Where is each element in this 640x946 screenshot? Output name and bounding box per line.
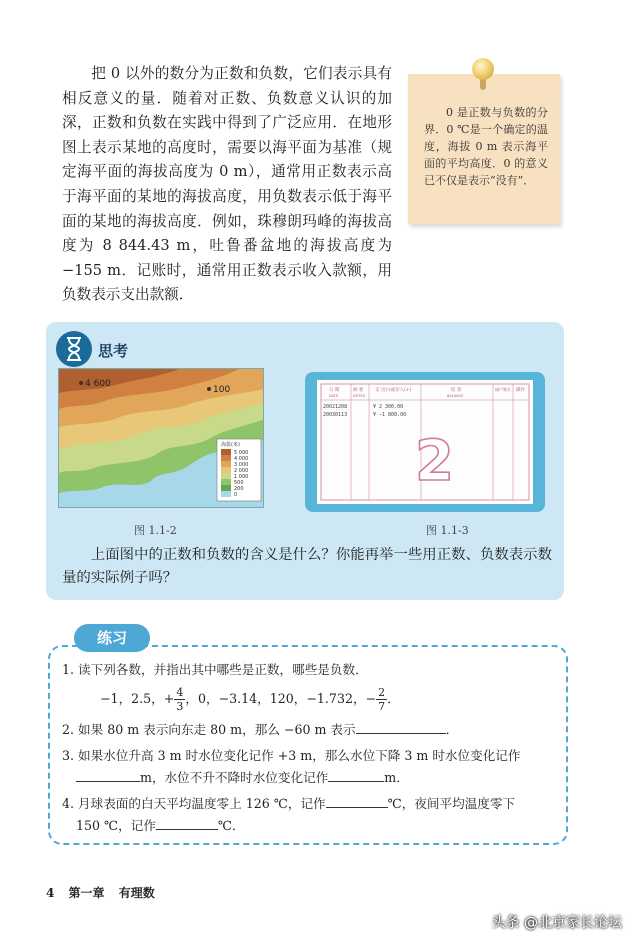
- page-footer: [46, 884, 165, 901]
- side-note: [408, 74, 560, 224]
- exercise-4-end: ℃．: [217, 818, 245, 833]
- intro-paragraph: 把 0 以外的数分为正数和负数，它们表示具有相反意义的量．随着对正数、负数意义认识的加深，正数和负数在实践中得到了广泛应用．在地形图上表示某地的高度时，需要以海平面为基准（规定海平面的海拔高度为 0 m），通常用正数表示高于海平面的某地的海拔高度，用负数表示低于海平面的某地的海拔高度．例如，珠穆朗玛峰的海拔高度为 8 844.43 m，吐鲁番盆地的海拔高度为 −155 m．记账时，通常用正数表示收入款额，用负数表示支出款额．: [62, 65, 392, 304]
- exercise-2-text: 2. 如果 80 m 表示向东走 80 m，那么 −60 m 表示: [62, 722, 356, 737]
- number-list-end: ．: [387, 691, 400, 706]
- map-legend-value: 3 000: [234, 462, 249, 468]
- exercise-4-text-b: ℃，夜间平均温度零下: [387, 796, 516, 811]
- ledger-header: 摘 要: [353, 388, 364, 393]
- answer-blank[interactable]: [326, 807, 388, 808]
- exercise-4-text-c: 150 ℃，记作: [76, 818, 156, 833]
- exercise-title: 练习: [74, 624, 150, 652]
- answer-blank[interactable]: [156, 829, 218, 830]
- fraction-denominator: 7: [378, 700, 386, 713]
- exercise-4-text: 4. 月球表面的白天平均温度零上 126 ℃，记作: [62, 796, 326, 811]
- ledger-header: 支 出(-)或存入(+): [375, 388, 412, 393]
- exercise-3-line-2: [76, 768, 409, 788]
- ledger-header: 储户签名: [495, 387, 511, 392]
- number-list-part-b: ，0，−3.14，120，−1.732，−: [185, 691, 377, 706]
- ledger-row-amount: ¥ 2 300.00: [373, 404, 404, 410]
- chapter-number: 第一章: [68, 886, 105, 900]
- fraction-numerator: 2: [378, 686, 386, 699]
- exercise-3-text: 3. 如果水位升高 3 m 时水位变化记作 +3 m，那么水位下降 3 m 时水位变化记作: [62, 748, 521, 763]
- map-label-b: 100: [213, 385, 231, 395]
- figure-caption-right: 图 1.1-3: [426, 524, 469, 537]
- fraction-numerator: 4: [176, 686, 184, 699]
- think-question: 上面图中的正数和负数的含义是什么？你能再举一些用正数、负数表示数量的实际例子吗？: [62, 547, 552, 586]
- exercise-3-end: m．: [384, 770, 409, 785]
- exercise-3: [62, 746, 521, 766]
- ledger-subheader: NOTES: [353, 394, 365, 398]
- exercise-2-end: ．: [445, 722, 459, 737]
- exercise-3-text-b: m，水位不升不降时水位变化记作: [140, 770, 329, 785]
- ledger-page-number: 2: [415, 429, 454, 494]
- ledger-subheader: BALANCE: [447, 394, 464, 398]
- map-legend-value: 5 000: [234, 450, 249, 456]
- page-number: 4: [46, 886, 55, 900]
- map-label-a: 4 600: [85, 379, 111, 389]
- map-legend-value: 4 000: [234, 456, 249, 462]
- map-legend-value: 200: [234, 486, 244, 492]
- fraction-two-sevenths: [376, 686, 387, 713]
- ledger-row-amount: ¥ −1 800.00: [373, 412, 407, 418]
- map-legend-value: 1 000: [234, 474, 249, 480]
- chapter-title: 有理数: [118, 886, 155, 900]
- pushpin-icon: [472, 58, 494, 80]
- ledger-header: 日 期: [329, 388, 340, 393]
- answer-blank[interactable]: [328, 781, 384, 782]
- side-note-text: 0 是正数与负数的分界．0 ℃是一个确定的温度，海拔 0 m 表示海平面的平均高度．0 的意义已不仅是表示“没有”．: [424, 106, 548, 187]
- ledger-page: [317, 380, 533, 504]
- answer-blank[interactable]: [76, 781, 140, 782]
- intro-text: [62, 62, 392, 308]
- think-title: 思考: [98, 342, 129, 360]
- watermark: 头条 @北京家长论坛: [491, 915, 622, 931]
- fraction-four-thirds: [174, 686, 185, 713]
- map-legend-value: 0: [234, 492, 238, 498]
- ledger-subheader: DATE: [329, 394, 339, 398]
- ledger-header: 结 余: [451, 388, 462, 393]
- exercise-1: 1. 读下列各数，并指出其中哪些是正数，哪些是负数．: [62, 662, 368, 677]
- topographic-map: [58, 368, 264, 508]
- hourglass-icon: [56, 331, 92, 367]
- fraction-denominator: 3: [176, 700, 184, 713]
- map-legend-title: 海拔(米): [221, 442, 240, 448]
- ledger-header: 操作: [516, 388, 525, 393]
- exercise-4: [62, 794, 515, 814]
- number-list-part-a: −1，2.5，+: [100, 691, 175, 706]
- exercise-2: [62, 720, 458, 740]
- ledger-row-date: 20021208: [323, 404, 348, 410]
- answer-blank[interactable]: [356, 733, 446, 734]
- exercise-4-line-2: [76, 816, 245, 836]
- map-legend-value: 2 000: [234, 468, 249, 474]
- bankbook-ledger: [305, 372, 545, 512]
- exercise-1-numbers: [100, 686, 400, 713]
- ledger-row-date: 20030113: [323, 412, 348, 418]
- figure-caption-left: 图 1.1-2: [134, 524, 177, 537]
- map-legend-value: 500: [234, 480, 244, 486]
